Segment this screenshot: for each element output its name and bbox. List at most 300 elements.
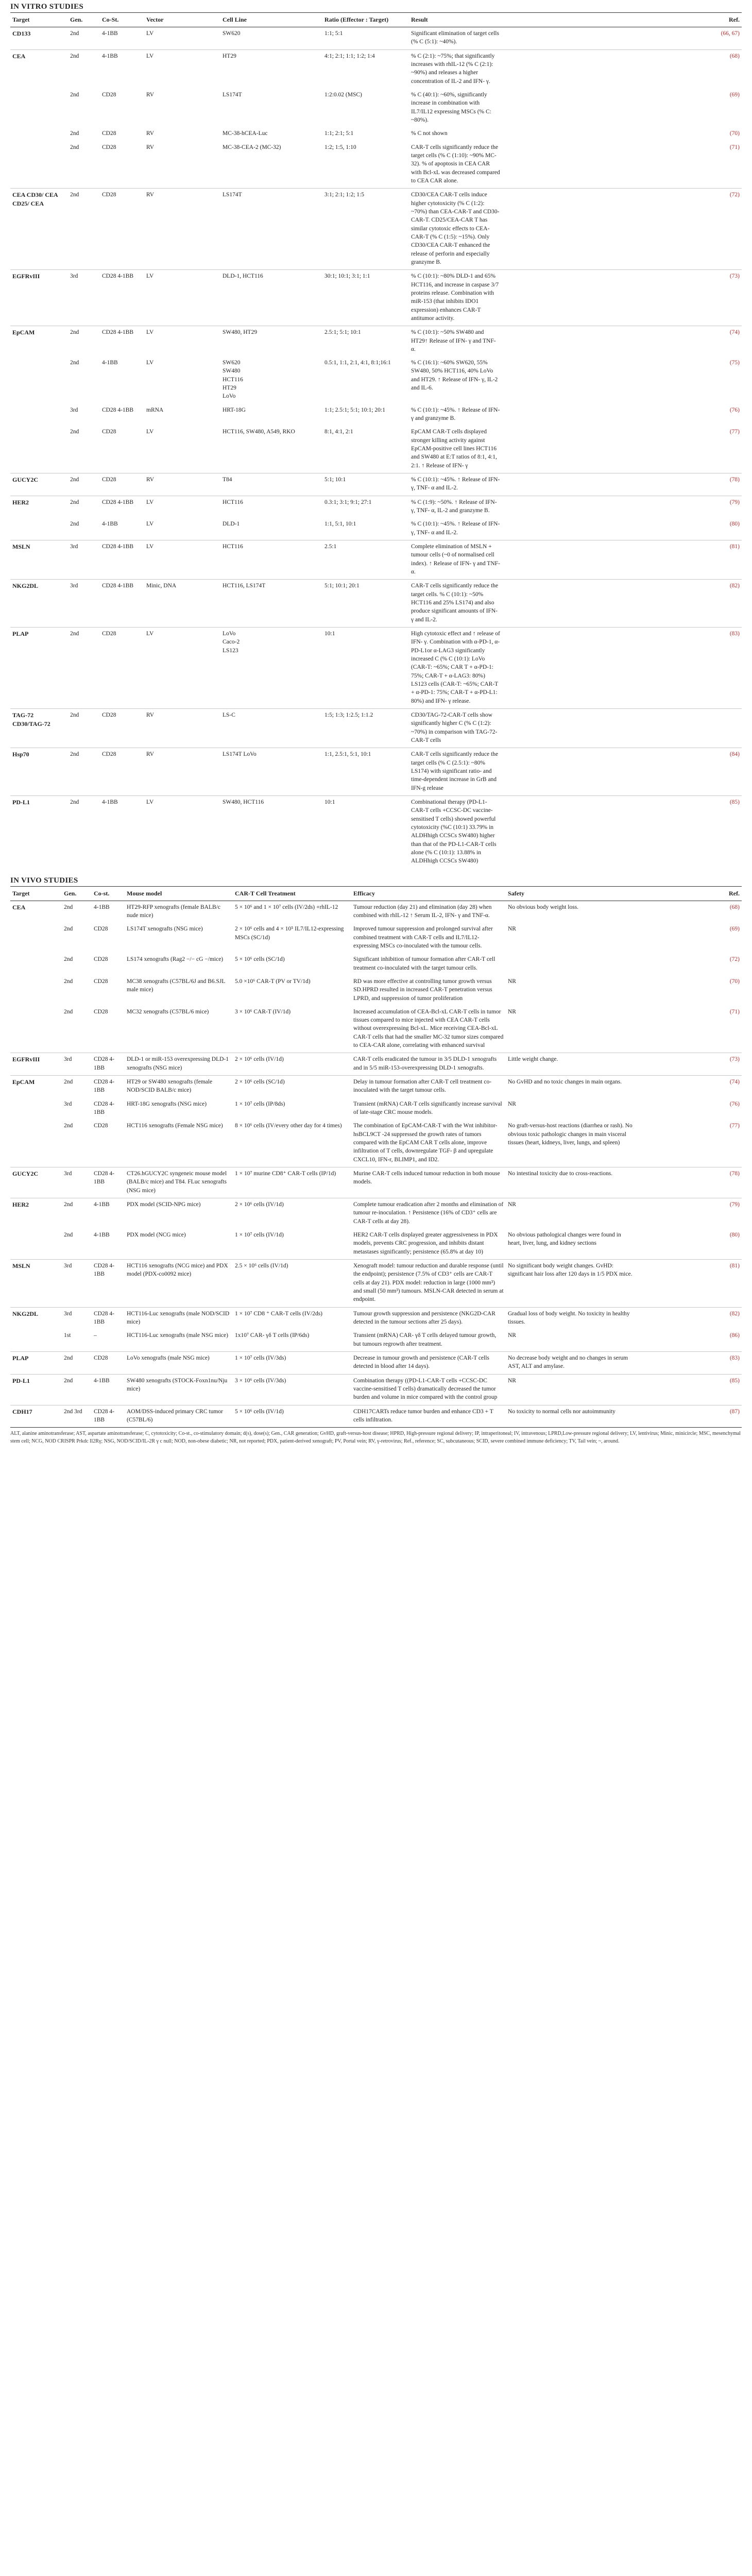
cell-safety: NR xyxy=(508,978,516,985)
cell-vector: LV xyxy=(144,49,220,89)
cell-result: % C (1:9): ~50%. ↑ Release of IFN- γ, TNF- α, IL-2 and granzyme B. xyxy=(409,496,503,518)
cell-ref: (81) xyxy=(635,1260,742,1308)
cell-safety: No decrease body weight and no changes in serum AST, ALT and amylase. xyxy=(506,1351,635,1374)
cell-treatment: 3 × 10⁶ cells (IV/3ds) xyxy=(233,1374,351,1405)
cell-ref: (87) xyxy=(635,1405,742,1427)
table-row xyxy=(10,189,742,270)
cell-vector: LV xyxy=(144,628,220,709)
cell-efficacy: CAR-T cells eradicated the tumour in 3/5 DLD-1 xenografts and in 5/5 miR-153-overexpressing DLD-1 xenografts. xyxy=(351,1053,506,1076)
cell-efficacy: Improved tumour suppression and prolonged survival after combined treatment with CAR-T cells and IL7/IL12-expressing MSCs co-inoculated with the tumour cells. xyxy=(353,926,493,949)
table-row xyxy=(10,141,742,189)
cell-cost: CD28 xyxy=(100,473,144,496)
cell-treatment: 2 × 10⁶ cells (IV/1d) xyxy=(233,1053,351,1076)
cell-safety: NR xyxy=(508,1332,516,1339)
cell-ratio: 1:1, 2.5:1, 5:1, 10:1 xyxy=(322,748,409,796)
cell-ratio: 2.5:1; 5:1; 10:1 xyxy=(322,326,409,357)
cell-cost: CD28 4-1BB xyxy=(92,1167,125,1198)
cell-cell: SW620 xyxy=(220,27,322,50)
cell-ref: (85) xyxy=(635,1374,742,1405)
cell-gen: 2nd xyxy=(70,360,79,366)
cell-cost: – xyxy=(94,1332,97,1339)
cell-cost: 4-1BB xyxy=(102,521,118,528)
cell-vector: LV xyxy=(144,270,220,326)
cell-model: HT29-RFP xenografts (female BALB/c nude mice) xyxy=(125,901,233,923)
cell-gen: 2nd xyxy=(62,1076,92,1098)
cell-result: CAR-T cells significantly reduce the target cells (% C (1:10): ~90% MC-32). % of apoptosis in CEA CAR with Bcl-xL was decreased compared to CEA CAR alone. xyxy=(411,144,500,184)
cell-ratio: 8:1, 4:1, 2:1 xyxy=(324,429,353,435)
cell-ratio: 10:1 xyxy=(322,795,409,868)
cell-target: TAG-72 CD30/TAG-72 xyxy=(10,708,68,748)
cell-safety: NR xyxy=(508,926,516,933)
cell-ref: (72) xyxy=(729,956,740,963)
cell-vector: LV xyxy=(146,429,154,435)
cell-efficacy: Combination therapy ((PD-L1-CAR-T cells +CCSC-DC vaccine-sensitised T cells) dramatically decreased the tumor burden and volume in mice compared with the control group xyxy=(351,1374,506,1405)
cell-cost: CD28 4-1BB xyxy=(94,1100,114,1116)
table-row xyxy=(10,540,742,580)
col-header-cell-line: Cell Line xyxy=(220,13,322,27)
cell-cell: LS-C xyxy=(220,708,322,748)
cell-ref: (70) xyxy=(729,130,740,137)
cell-target: EGFRvIII xyxy=(10,1053,62,1076)
cell-ratio: 1:1; 2:1; 5:1 xyxy=(324,130,354,137)
cell-ref: (79) xyxy=(635,1198,742,1229)
cell-ratio: 0.5:1, 1:1, 2:1, 4:1, 8:1;16:1 xyxy=(324,360,391,366)
cell-result: CD30/CEA CAR-T cells induce higher cytotoxicity (% C (1:2): ~70%) than CEA-CAR-T and CD30-CAR-T. CD25/CEA-CAR T has similar cytotoxic effects to CEA-CAR-T (% C (1:5): ~15%). Only CD30/CEA CAR-T enhanced the release of perforin and especially granzyme B. xyxy=(409,189,503,270)
cell-gen: 2nd xyxy=(64,1008,73,1015)
table-row xyxy=(10,127,742,141)
table-row xyxy=(10,975,742,1006)
cell-ref xyxy=(503,708,742,748)
in-vitro-rows xyxy=(10,27,742,869)
cell-vector: mRNA xyxy=(146,406,164,413)
cell-cost: CD28 xyxy=(102,130,116,137)
cell-treatment: 5.0 ×10⁶ CAR-T (PV or TV/1d) xyxy=(235,978,311,985)
cell-ratio: 4:1; 2:1; 1:1; 1:2; 1:4 xyxy=(322,49,409,89)
cell-vector: LV xyxy=(146,521,154,528)
cell-gen: 2nd xyxy=(70,130,79,137)
cell-target: PLAP xyxy=(10,1351,62,1374)
cell-result: Combinational therapy (PD-L1-CAR-T cells +CCSC-DC vaccine-sensitised T cells) showed powerful cytotoxicity (%C (10:1) 33.79% in ALDHhigh CCSCs SW480) higher than that of the PD-L1-CAR-T cells alone (% C (10:1): 13.88% in ALDHhigh CCSCs SW480) xyxy=(409,795,503,868)
cell-ratio: 1:2:0.02 (MSC) xyxy=(324,91,362,98)
cell-treatment: 8 × 10⁶ cells (IV/every other day for 4 times) xyxy=(235,1123,342,1129)
cell-cell: HCT116 xyxy=(220,496,322,518)
table-row xyxy=(10,518,742,540)
table-row xyxy=(10,1120,742,1167)
cell-model: MC32 xenografts (C57BL/6 mice) xyxy=(127,1008,209,1015)
table-row xyxy=(10,404,742,426)
table-row xyxy=(10,473,742,496)
cell-cost: CD28 4-1BB xyxy=(102,406,134,413)
cell-cost: 4-1BB xyxy=(102,360,118,366)
cell-safety: NR xyxy=(508,1008,516,1015)
cell-gen: 3rd xyxy=(68,580,100,628)
cell-ref: (77) xyxy=(729,429,740,435)
cell-efficacy: The combination of EpCAM-CAR-T with the Wnt inhibitor-hsBCL9CT -24 suppressed the growth rates of tumors compared with the EpCAM CAR T cells alone, improve infiltration of T cells, downregulate TGF- β and upregulate CXCL10, IFN-r, BLIMP1, and ID2. xyxy=(353,1123,498,1163)
cell-target xyxy=(10,953,62,975)
cell-ratio: 3:1; 2:1; 1:2; 1:5 xyxy=(322,189,409,270)
cell-gen: 2nd xyxy=(64,956,73,963)
cell-ratio: 30:1; 10:1; 3:1; 1:1 xyxy=(322,270,409,326)
cell-target xyxy=(10,1329,62,1351)
cell-cost: CD28 xyxy=(100,189,144,270)
cell-ref: (68) xyxy=(503,49,742,89)
table-row xyxy=(10,748,742,796)
in-vitro-table xyxy=(10,13,742,869)
cell-cell: LS174T LoVo xyxy=(220,748,322,796)
cell-target: PD-L1 xyxy=(10,1374,62,1405)
col-header-safety: Safety xyxy=(506,887,635,901)
cell-efficacy: RD was more effective at controlling tumor growth versus SD.HPRD resulted in increased CAR-T penetration versus LPRD, and suppression of tumor proliferation xyxy=(353,978,492,1002)
cell-vector: RV xyxy=(144,473,220,496)
cell-cell: MC-38-CEA-2 (MC-32) xyxy=(223,144,281,150)
cell-efficacy: CDH17CARTs reduce tumor burden and enhance CD3 + T cells infiltration. xyxy=(351,1405,506,1427)
cell-gen: 2nd xyxy=(70,429,79,435)
cell-treatment: 5 × 10⁶ cells (SC/1d) xyxy=(235,956,285,963)
in-vivo-table xyxy=(10,887,742,1428)
cell-cell: HCT116 xyxy=(220,540,322,580)
cell-gen: 3rd xyxy=(62,1053,92,1076)
table-row xyxy=(10,1167,742,1198)
cell-safety: NR xyxy=(506,1198,635,1229)
cell-gen: 3rd xyxy=(68,540,100,580)
cell-cost: CD28 4-1BB xyxy=(100,540,144,580)
cell-result: % C (10:1): ~45%. ↑ Release of IFN- γ and granzyme B. xyxy=(411,406,500,422)
cell-treatment: 2.5 × 10⁶ cells (IV/1d) xyxy=(233,1260,351,1308)
cell-gen: 3rd xyxy=(62,1307,92,1329)
cell-gen: 2nd xyxy=(62,1351,92,1374)
col-header-ratio: Ratio (Effector : Target) xyxy=(322,13,409,27)
cell-cell: DLD-1 xyxy=(223,521,240,528)
cell-cell: LS174T xyxy=(223,91,242,98)
cell-safety: NR xyxy=(508,1100,516,1107)
cell-ref: (84) xyxy=(503,748,742,796)
cell-gen: 2nd xyxy=(62,901,92,923)
cell-cost: CD28 4-1BB xyxy=(100,496,144,518)
cell-target xyxy=(10,404,68,426)
table-row xyxy=(10,326,742,357)
col-header-gen: Gen. xyxy=(68,13,100,27)
cell-target xyxy=(10,127,68,141)
cell-gen: 2nd xyxy=(68,628,100,709)
cell-ref: (85) xyxy=(503,795,742,868)
cell-gen: 2nd xyxy=(70,144,79,150)
cell-ratio: 2.5:1 xyxy=(322,540,409,580)
cell-target xyxy=(10,426,68,473)
cell-ref: (76) xyxy=(729,1100,740,1107)
cell-vector: RV xyxy=(144,708,220,748)
cell-gen: 3rd xyxy=(70,406,78,413)
cell-target: HER2 xyxy=(10,1198,62,1229)
cell-efficacy: Transient (mRNA) CAR-T cells significantly increase survival of late-stage CRC mouse models. xyxy=(353,1100,502,1116)
cell-model: HCT116 xenografts (NCG mice) and PDX model (PDX-co0092 mice) xyxy=(125,1260,233,1308)
cell-result: % C not shown xyxy=(411,130,448,137)
cell-result: Significant elimination of target cells (% C (5:1): ~40%). xyxy=(409,27,503,50)
cell-gen: 2nd xyxy=(68,49,100,89)
cell-cost: CD28 4-1BB xyxy=(92,1260,125,1308)
cell-cost: CD28 xyxy=(94,1123,108,1129)
cell-vector: Minic, DNA xyxy=(144,580,220,628)
cell-efficacy: Significant inhibition of tumour formation after CAR-T cell treatment co-inoculated with the target tumour cells. xyxy=(353,956,495,971)
cell-vector: LV xyxy=(144,27,220,50)
cell-cell: LoVo Caco-2 LS123 xyxy=(220,628,322,709)
table-row xyxy=(10,1053,742,1076)
cell-ref: (77) xyxy=(729,1123,740,1129)
table-row xyxy=(10,1098,742,1120)
cell-ref: (69) xyxy=(729,926,740,933)
cell-ref: (83) xyxy=(635,1351,742,1374)
cell-gen: 2nd xyxy=(62,1374,92,1405)
cell-gen: 2nd xyxy=(68,189,100,270)
cell-cell: LS174T xyxy=(220,189,322,270)
cell-model: HCT116-Luc xenografts (male NSG mice) xyxy=(127,1332,228,1339)
cell-cost: CD28 xyxy=(100,708,144,748)
table-row xyxy=(10,953,742,975)
cell-cell: SW480, HT29 xyxy=(220,326,322,357)
cell-safety: Gradual loss of body weight. No toxicity in healthy tissues. xyxy=(506,1307,635,1329)
table-row xyxy=(10,1076,742,1098)
cell-cost: CD28 xyxy=(92,1351,125,1374)
cell-model: SW480 xenografts (STOCK-Foxn1nu/Nju mice) xyxy=(125,1374,233,1405)
cell-cost: 4-1BB xyxy=(92,901,125,923)
cell-treatment: 1 × 10⁷ cells (IV/3ds) xyxy=(233,1351,351,1374)
cell-target: CDH17 xyxy=(10,1405,62,1427)
cell-gen: 2nd xyxy=(70,91,79,98)
table-row xyxy=(10,49,742,89)
cell-ratio: 5:1; 10:1; 20:1 xyxy=(322,580,409,628)
table-page xyxy=(10,0,742,1445)
cell-efficacy: Transient (mRNA) CAR- γδ T cells delayed tumour growth, but tumours regrowth after treatment. xyxy=(353,1332,497,1347)
cell-target: NKG2DL xyxy=(10,1307,62,1329)
cell-efficacy: Murine CAR-T cells induced tumour reduction in both mouse models. xyxy=(351,1167,506,1198)
cell-gen: 3rd xyxy=(68,270,100,326)
table-row xyxy=(10,1260,742,1308)
cell-target xyxy=(10,141,68,189)
cell-ref: (86) xyxy=(729,1332,740,1339)
cell-gen: 2nd xyxy=(68,27,100,50)
cell-cost: 4-1BB xyxy=(94,1232,110,1239)
cell-safety: No obvious body weight loss. xyxy=(506,901,635,923)
cell-ref: (78) xyxy=(635,1167,742,1198)
cell-treatment: 1 × 10⁷ murine CD8⁺ CAR-T cells (IP/1d) xyxy=(233,1167,351,1198)
cell-cell: HRT-18G xyxy=(223,406,246,413)
cell-gen: 2nd xyxy=(68,496,100,518)
cell-cost: CD28 xyxy=(94,956,108,963)
cell-ref: (80) xyxy=(729,1232,740,1239)
cell-target xyxy=(10,1229,62,1259)
cell-ref: (73) xyxy=(503,270,742,326)
cell-target: MSLN xyxy=(10,1260,62,1308)
cell-cost: 4-1BB xyxy=(92,1374,125,1405)
cell-vector: LV xyxy=(146,360,154,366)
cell-model: PDX model (SCID-NPG mice) xyxy=(125,1198,233,1229)
col-header-target: Target xyxy=(10,887,62,901)
cell-cost: CD28 4-1BB xyxy=(92,1076,125,1098)
cell-target: EpCAM xyxy=(10,326,68,357)
cell-gen: 2nd xyxy=(68,795,100,868)
table-row xyxy=(10,426,742,473)
cell-treatment: 5 × 10⁶ cells (IV/1d) xyxy=(233,1405,351,1427)
cell-ratio: 1:1, 5:1, 10:1 xyxy=(324,521,356,528)
cell-target: CEA CD30/ CEA CD25/ CEA xyxy=(10,189,68,270)
cell-ratio: 1:1; 2.5:1; 5:1; 10:1; 20:1 xyxy=(324,406,385,413)
table-row xyxy=(10,357,742,404)
cell-target: NKG2DL xyxy=(10,580,68,628)
cell-vector: RV xyxy=(146,130,155,137)
cell-cost: CD28 xyxy=(100,628,144,709)
cell-cost: 4-1BB xyxy=(100,27,144,50)
table-row xyxy=(10,1405,742,1427)
cell-model: LS174 xenografts (Rag2 −/− cG −/mice) xyxy=(127,956,224,963)
col-header-ref: Ref. xyxy=(635,887,742,901)
cell-ref: (74) xyxy=(635,1076,742,1098)
cell-target xyxy=(10,518,68,540)
cell-result: % C (2:1): ~75%; that significantly increases with rhIL-12 (% C (2:1): ~90%) and releases a higher concentration of IL-2 and IFN- γ. xyxy=(409,49,503,89)
cell-efficacy: Tumour reduction (day 21) and elimination (day 28) when combined with rhIL-12 ↑ Serum IL-2, IFN- γ and TNF-α. xyxy=(351,901,506,923)
cell-gen: 2nd xyxy=(68,748,100,796)
cell-ref: (76) xyxy=(729,406,740,413)
table-row xyxy=(10,923,742,953)
cell-target xyxy=(10,975,62,1006)
cell-result: % C (10:1): ~45%. ↑ Release of IFN- γ, TNF- α and IL-2. xyxy=(409,473,503,496)
cell-model: MC38 xenografts (C57BL/6J and B6.SJL male mice) xyxy=(127,978,225,993)
cell-safety: No intestinal toxicity due to cross-reactions. xyxy=(506,1167,635,1198)
cell-result: EpCAM CAR-T cells displayed stronger killing activity against EpCAM-positive cell lines HCT116 and SW480 at E:T ratios of 8:1, 4:1, 2:1. ↑ Release of IFN- γ xyxy=(411,429,497,469)
cell-treatment: 1 × 10⁷ cells (IV/1d) xyxy=(235,1232,284,1239)
cell-ref: (72) xyxy=(503,189,742,270)
cell-vector: LV xyxy=(144,795,220,868)
cell-model: HCT116 xenografts (Female NSG mice) xyxy=(127,1123,223,1129)
cell-efficacy: Xenograft model: tumour reduction and durable response (until the endpoint); persistence (7.5% of CD3⁺ cells are CAR-T cells at day 21). PDX model: reduction in large (1000 mm³) and small (50 mm³) tumours. MSLN-CAR detected in serum at endpoint. xyxy=(351,1260,506,1308)
table-row xyxy=(10,1307,742,1329)
cell-target xyxy=(10,1120,62,1167)
cell-cost: CD28 xyxy=(102,144,116,150)
cell-target: EpCAM xyxy=(10,1076,62,1098)
col-header-efficacy: Efficacy xyxy=(351,887,506,901)
cell-treatment: 1x10⁷ CAR- γδ T cells (IP/6ds) xyxy=(235,1332,310,1339)
cell-target: EGFRvIII xyxy=(10,270,68,326)
cell-target: MSLN xyxy=(10,540,68,580)
cell-treatment: 2 × 10⁶ cells (SC/1d) xyxy=(233,1076,351,1098)
cell-cost: CD28 4-1BB xyxy=(92,1405,125,1427)
cell-target: HER2 xyxy=(10,496,68,518)
cell-target: CEA xyxy=(10,49,68,89)
table-row xyxy=(10,580,742,628)
cell-efficacy: Delay in tumour formation after CAR-T cell treatment co-inoculated with the target tumour cells. xyxy=(351,1076,506,1098)
cell-safety: No obvious pathological changes were found in heart, liver, lung, and kidney sections xyxy=(508,1232,621,1247)
cell-ratio: 1:2; 1:5, 1:10 xyxy=(324,144,356,150)
cell-model: HT29 or SW480 xenografts (female NOD/SCID BALB/c mice) xyxy=(125,1076,233,1098)
cell-gen: 1st xyxy=(64,1332,71,1339)
cell-cost: CD28 xyxy=(102,91,116,98)
cell-target: PLAP xyxy=(10,628,68,709)
cell-ratio: 1:1; 5:1 xyxy=(322,27,409,50)
cell-gen: 2nd xyxy=(62,1198,92,1229)
cell-cost: CD28 4-1BB xyxy=(100,270,144,326)
cell-cost: 4-1BB xyxy=(100,49,144,89)
col-header-mouse-model: Mouse model xyxy=(125,887,233,901)
in-vivo-rows xyxy=(10,901,742,1427)
col-header-vector: Vector xyxy=(144,13,220,27)
cell-efficacy: Complete tumour eradication after 2 months and elimination of tumour re-inoculation. ↑ Persistence (16% of CD3⁺ cells are CAR-T cells at day 28). xyxy=(351,1198,506,1229)
cell-model: PDX model (NCG mice) xyxy=(127,1232,186,1239)
cell-ref: (82) xyxy=(635,1307,742,1329)
cell-cost: CD28 xyxy=(102,429,116,435)
cell-model: HCT116-Luc xenografts (male NOD/SCID mice) xyxy=(125,1307,233,1329)
cell-target: GUCY2C xyxy=(10,1167,62,1198)
cell-target xyxy=(10,923,62,953)
cell-ref: (69) xyxy=(729,91,740,98)
abbreviations-footnote: ALT, alanine aminotransferase; AST, aspartate aminotransferase; C, cytotoxicity; Co-st., co-stimulatory domain; d(s), dose(s); Gen., CAR generation; GvHD, graft-versus-host disease; HPRD, High-pressure regional delivery; IP, intraperitoneal; IV, intravenous; LPRD,Low-pressure regional delivery; LV, lentivirus; Minic, minicircle; MSC, mesenchymal stem cell; NCG, NOD CRISPR Prkdc Il2Rγ; NSG, NOD/SCID/IL-2R γ c null; NOD, non-obese diabetic; NR, not reported; PDX, patient-derived xenograft; PV, Portal vein; RV, γ-retrovirus; Ref., reference; SC, subcutaneous; SCID, severe combined immune deficiency; TV, Tail vein; ~, around. xyxy=(10,1427,742,1445)
table-row xyxy=(10,270,742,326)
cell-gen: 2nd xyxy=(64,1123,73,1129)
cell-safety: No toxicity to normal cells nor autoimmunity xyxy=(506,1405,635,1427)
table-row xyxy=(10,1351,742,1374)
cell-gen: 2nd xyxy=(68,326,100,357)
table-row xyxy=(10,496,742,518)
cell-ratio: 1:5; 1:3; 1:2.5; 1:1.2 xyxy=(322,708,409,748)
cell-gen: 2nd xyxy=(64,1232,73,1239)
cell-gen: 2nd xyxy=(64,926,73,933)
cell-result: High cytotoxic effect and ↑ release of IFN- γ. Combination with α-PD-1, α-PD-L1or α-LAG3 significantly increased C (% C (10:1): LoVo (CAR-T: ~65%; CAR T + α-PD-1: 75%; CAR-T + α-LAG3: 80%) LS123 cells (CAR-T: ~65%; CAR-T + α-PD-1: 75%; CAR-T + α-PD-L1: 80%) and IFN- γ release. xyxy=(409,628,503,709)
table-row xyxy=(10,1374,742,1405)
cell-gen: 2nd xyxy=(68,708,100,748)
cell-target: GUCY2C xyxy=(10,473,68,496)
cell-treatment: 1 × 10⁷ cells (IP/8ds) xyxy=(235,1100,285,1107)
cell-ref: (71) xyxy=(729,1008,740,1015)
cell-model: CT26.hGUCY2C syngeneic mouse model (BALB/c mice) and T84. FLuc xenografts (NSG mice) xyxy=(125,1167,233,1198)
cell-ref: (75) xyxy=(729,360,740,366)
cell-gen: 2nd 3rd xyxy=(62,1405,92,1427)
cell-vector: RV xyxy=(144,748,220,796)
cell-vector: RV xyxy=(144,189,220,270)
cell-model: LoVo xenografts (male NSG mice) xyxy=(125,1351,233,1374)
table-row xyxy=(10,628,742,709)
col-header-target: Target xyxy=(10,13,68,27)
col-header-ref: Ref. xyxy=(503,13,742,27)
cell-result: % C (10:1): ~45%. ↑ Release of IFN- γ, TNF- α and IL-2. xyxy=(411,521,500,536)
cell-target xyxy=(10,89,68,127)
cell-treatment: 2 × 10⁶ cells (IV/1d) xyxy=(233,1198,351,1229)
cell-model: LS174T xenografts (NSG mice) xyxy=(127,926,203,933)
cell-target xyxy=(10,357,68,404)
cell-cell: MC-38-hCEA-Luc xyxy=(223,130,268,137)
cell-gen: 2nd xyxy=(68,473,100,496)
cell-cell: HT29 xyxy=(220,49,322,89)
table-row xyxy=(10,89,742,127)
table-row xyxy=(10,795,742,868)
cell-result: CAR-T cells significantly reduce the target cells (% C (2.5:1): ~80% LS174) with significant ratio- and time-dependent increase in GrB and IFN-g release xyxy=(409,748,503,796)
cell-cost: CD28 xyxy=(100,748,144,796)
cell-ref: (73) xyxy=(635,1053,742,1076)
table-row xyxy=(10,708,742,748)
cell-efficacy: Tumour growth suppression and persistence (NKG2D-CAR detected in the tumour sections after 25 days). xyxy=(351,1307,506,1329)
cell-safety: No graft-versus-host reactions (diarrhea or rash). No obvious toxic pathologic changes in main visceral tissues (heart, kidneys, liver, lungs, and spleen) xyxy=(508,1123,633,1146)
cell-cost: CD28 xyxy=(94,1008,108,1015)
cell-treatment: 2 × 10⁶ cells and 4 × 10⁵ IL7/IL12-expressing MSCs (SC/1d) xyxy=(235,926,344,941)
cell-model: AOM/DSS-induced primary CRC tumor (C57BL/6) xyxy=(125,1405,233,1427)
cell-safety: No GvHD and no toxic changes in main organs. xyxy=(506,1076,635,1098)
cell-vector: LV xyxy=(144,326,220,357)
table-row xyxy=(10,27,742,50)
cell-result: % C (10:1): ~80% DLD-1 and 65% HCT116, and increase in caspase 3/7 proteins release. Combination with miR-153 (that inhibits IDO1 expression) enhances CAR-T antitumor activity. xyxy=(409,270,503,326)
cell-safety: No significant body weight changes. GvHD: significant hair loss after 120 days in 1/5 PDX mice. xyxy=(506,1260,635,1308)
cell-cost: CD28 xyxy=(94,978,108,985)
in-vitro-header-row xyxy=(10,13,742,27)
cell-model: DLD-1 or miR-153 overexpressing DLD-1 xenografts (NSG mice) xyxy=(125,1053,233,1076)
cell-ref: (78) xyxy=(503,473,742,496)
cell-ref: (80) xyxy=(729,521,740,528)
cell-ref: (82) xyxy=(503,580,742,628)
